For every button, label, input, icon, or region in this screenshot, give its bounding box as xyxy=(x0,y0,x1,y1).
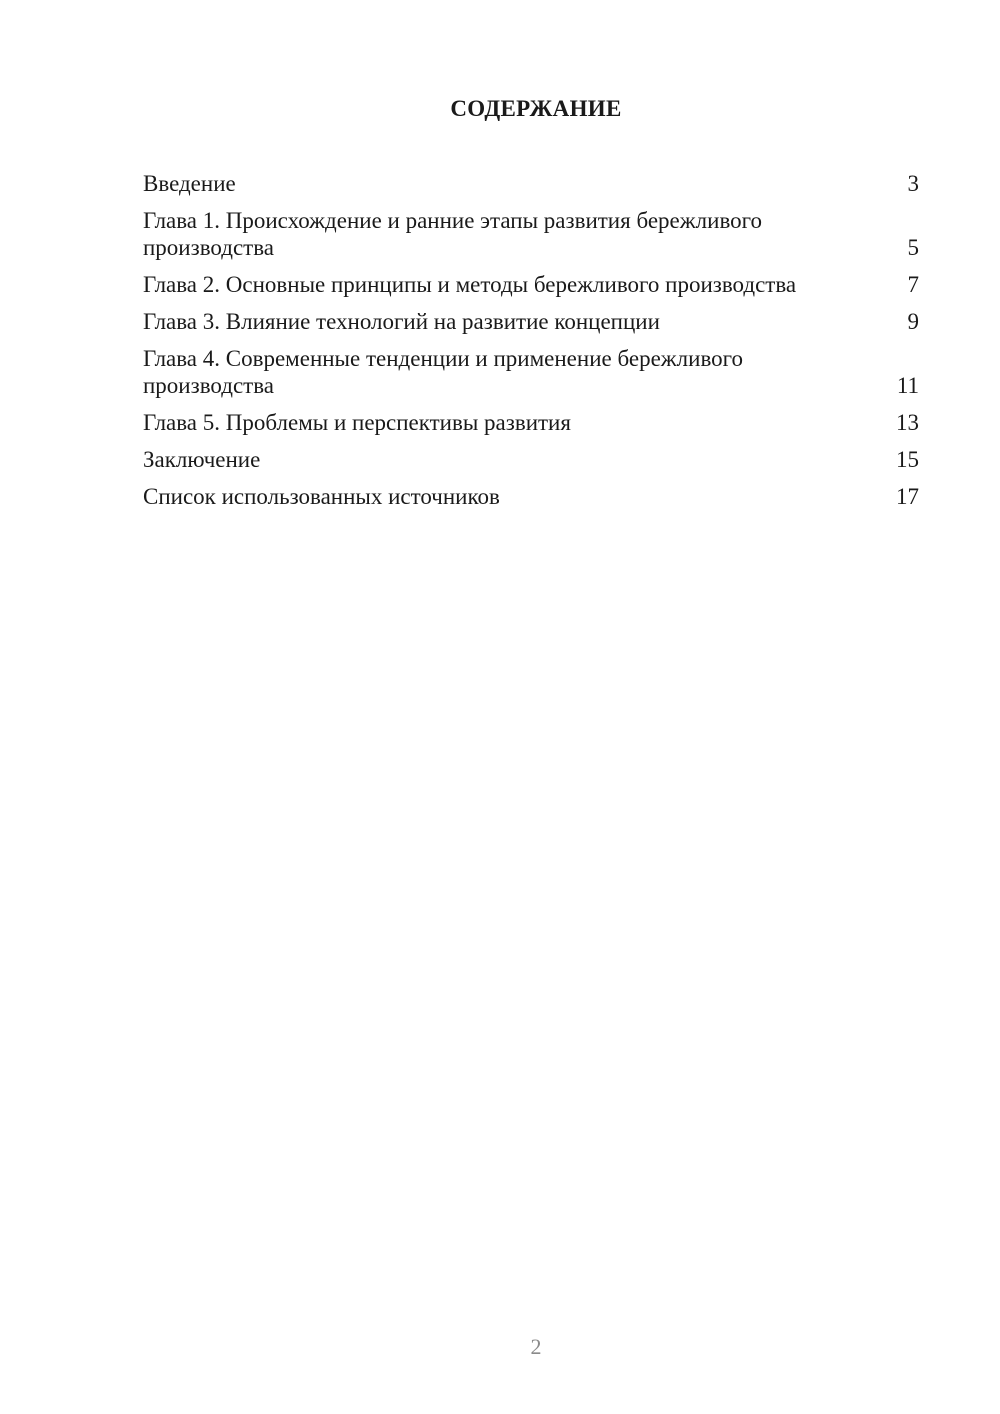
toc-entry-text: Глава 5. Проблемы и перспективы развития xyxy=(143,410,571,435)
toc-entry-page: 17 xyxy=(896,484,919,509)
toc-entry-page: 13 xyxy=(896,410,919,435)
toc-entry-page: 7 xyxy=(907,272,919,297)
toc-entry-text: Глава 4. Современные тенденции и применение бережливого производства xyxy=(143,346,744,398)
toc-entry-references xyxy=(143,483,919,510)
toc-entry-chapter-3 xyxy=(143,308,919,335)
toc-entry-introduction xyxy=(143,170,919,197)
toc-entry-text: Введение xyxy=(143,171,236,196)
toc-entry-page: 9 xyxy=(907,309,919,334)
toc-entry-page: 15 xyxy=(896,447,919,472)
toc-entry-chapter-2 xyxy=(143,271,919,298)
page-number: 2 xyxy=(530,1334,542,1359)
toc-entry-text: Список использованных источников xyxy=(143,484,500,509)
toc-entry-text: Глава 3. Влияние технологий на развитие концепции xyxy=(143,309,660,334)
toc-entry-chapter-5 xyxy=(143,409,919,436)
page-title: СОДЕРЖАНИЕ xyxy=(450,96,622,121)
toc-entry-chapter-4 xyxy=(143,345,919,399)
toc-entry-page: 3 xyxy=(907,171,919,196)
toc-entry-text: Глава 2. Основные принципы и методы бережливого производства xyxy=(143,272,797,297)
toc-entry-conclusion xyxy=(143,446,919,473)
toc-entry-text: Глава 1. Происхождение и ранние этапы развития бережливого производства xyxy=(143,208,763,260)
table-of-contents xyxy=(143,170,919,520)
toc-entry-page: 5 xyxy=(907,235,919,260)
toc-entry-page: 11 xyxy=(896,373,919,398)
toc-entry-text: Заключение xyxy=(143,447,261,472)
toc-entry-chapter-1 xyxy=(143,207,919,261)
